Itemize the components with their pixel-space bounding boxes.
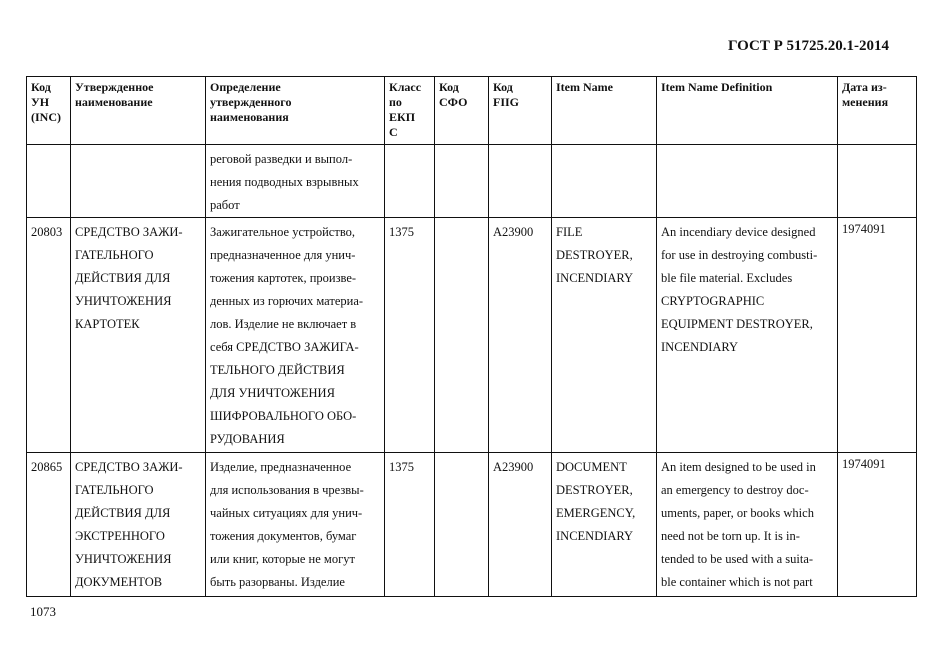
standard-number: ГОСТ Р 51725.20.1-2014 <box>727 38 889 54</box>
item-definition-cell: An incendiary device designed for use in destroying combusti- ble file material. Excludes CRYPTOGRAPHIC EQUIPMENT DESTROYER, INCENDIARY <box>657 218 838 453</box>
change-date-cell: 1974091 <box>838 218 917 453</box>
header-fiig: Код FIIG <box>489 77 552 145</box>
approved-name-cell: СРЕДСТВО ЗАЖИ- ГАТЕЛЬНОГО ДЕЙСТВИЯ ДЛЯ УНИЧТОЖЕНИЯ КАРТОТЕК <box>71 218 206 453</box>
table-row <box>27 145 917 218</box>
class-cell: 1375 <box>385 218 435 453</box>
inc-code-cell: 20803 <box>27 218 71 453</box>
header-class: Класс по ЕКП С <box>385 77 435 145</box>
sfo-cell <box>435 218 489 453</box>
item-name-cell: DOCUMENT DESTROYER, EMERGENCY, INCENDIARY <box>552 453 657 597</box>
definition-cell: Зажигательное устройство, предназначенное для унич- тожения картотек, произве- денных из горючих материа- лов. Изделие не включает в себя СРЕДСТВО ЗАЖИГА- ТЕЛЬНОГО ДЕЙСТВИЯ ДЛЯ УНИЧТОЖЕНИЯ ШИФРОВАЛЬНОГО ОБО- РУДОВАНИЯ <box>206 218 385 453</box>
approved-name-cell: СРЕДСТВО ЗАЖИ- ГАТЕЛЬНОГО ДЕЙСТВИЯ ДЛЯ ЭКСТРЕННОГО УНИЧТОЖЕНИЯ ДОКУМЕНТОВ <box>71 453 206 597</box>
item-definition-cell: An item designed to be used in an emergency to destroy doc- uments, paper, or books which need not be torn up. It is in- tended to be used with a suita- ble container which is not part <box>657 453 838 597</box>
table-header-row <box>27 77 917 145</box>
sfo-cell <box>435 453 489 597</box>
table-row <box>27 453 917 597</box>
definition-cell: Изделие, предназначенное для использования в чрезвы- чайных ситуациях для унич- тожения документов, бумаг или книг, которые не могут быть разорваны. Изделие <box>206 453 385 597</box>
table-row <box>27 218 917 453</box>
fiig-cell: A23900 <box>489 218 552 453</box>
header-item-name: Item Name <box>552 77 657 145</box>
header-change-date: Дата из- менения <box>838 77 917 145</box>
inc-code-cell: 20865 <box>27 453 71 597</box>
class-cell: 1375 <box>385 453 435 597</box>
header-definition: Определение утвержденного наименования <box>206 77 385 145</box>
item-name-cell: FILE DESTROYER, INCENDIARY <box>552 218 657 453</box>
catalog-table <box>26 76 917 597</box>
header-item-name-definition: Item Name Definition <box>657 77 838 145</box>
header-approved-name: Утвержденное наименование <box>71 77 206 145</box>
definition-cell: реговой разведки и выпол- нения подводных взрывных работ <box>206 145 385 218</box>
page-number: 1073 <box>30 604 56 619</box>
fiig-cell: A23900 <box>489 453 552 597</box>
header-sfo: Код СФО <box>435 77 489 145</box>
change-date-cell: 1974091 <box>838 453 917 597</box>
header-inc-code: Код УН (INC) <box>27 77 71 145</box>
